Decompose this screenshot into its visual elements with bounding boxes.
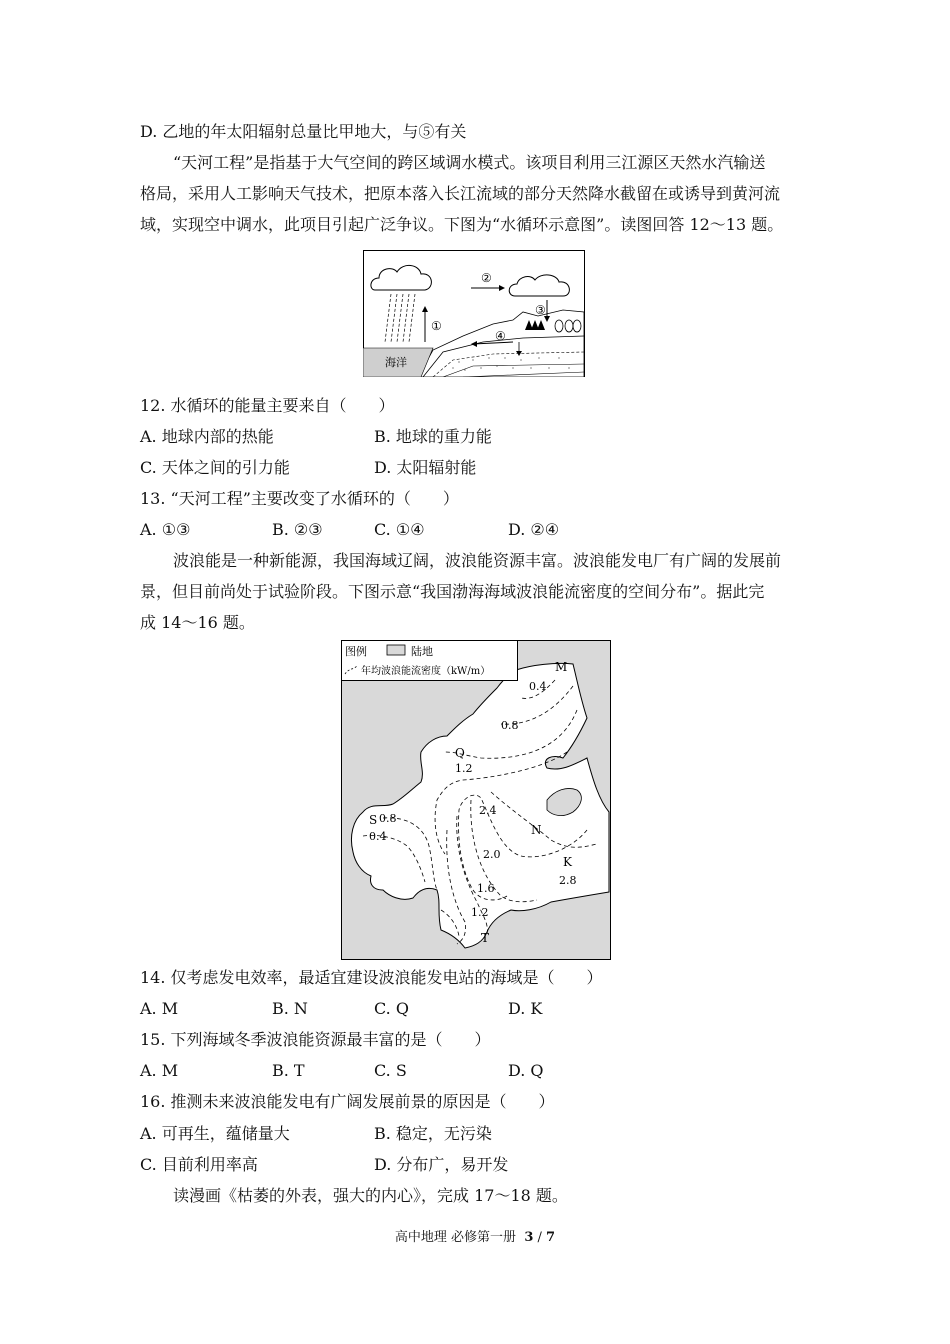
page-separator: / [537, 1230, 542, 1245]
page-current: 3 [524, 1230, 534, 1245]
footer-title: 高中地理 必修第一册 [394, 1230, 517, 1245]
marker-3: ③ [535, 303, 546, 317]
q16-option-c[interactable]: C. 目前利用率高 [140, 1155, 258, 1174]
q15-option-a[interactable]: A. M [140, 1061, 179, 1080]
water-cycle-diagram [363, 250, 585, 377]
marker-1: ① [431, 319, 442, 333]
isoline-value: 1.2 [455, 762, 473, 775]
isoline-value: 1.6 [477, 882, 495, 895]
page-total: 7 [546, 1230, 556, 1245]
q15-option-c[interactable]: C. S [374, 1061, 407, 1080]
isoline-value: 2.8 [559, 874, 577, 887]
legend-land: 陆地 [411, 645, 433, 658]
point-n: N [531, 823, 542, 837]
q16-option-a[interactable]: A. 可再生，蕴储量大 [140, 1124, 290, 1143]
paragraph-tianhe-line1: “天河工程”是指基于大气空间的跨区域调水模式。该项目利用三江源区天然水汽输送 [173, 153, 766, 172]
paragraph-wave-line3: 成 14～16 题。 [140, 613, 255, 632]
q12-option-b[interactable]: B. 地球的重力能 [374, 427, 492, 446]
point-s: S [369, 813, 378, 827]
q15-option-b[interactable]: B. T [272, 1061, 305, 1080]
bohai-wave-map [341, 640, 611, 960]
bohai-map-svg [341, 640, 611, 960]
q13-option-b[interactable]: B. ②③ [272, 520, 323, 539]
paragraph-tianhe-line2: 格局，采用人工影响天气技术，把原本落入长江流域的部分天然降水截留在或诱导到黄河流 [140, 184, 781, 203]
q13-option-a[interactable]: A. ①③ [140, 520, 191, 539]
legend-title: 图例 [345, 645, 367, 658]
q14-option-d[interactable]: D. K [508, 999, 543, 1018]
point-k: K [563, 855, 572, 869]
ocean-label: 海洋 [385, 356, 407, 369]
q16-option-b[interactable]: B. 稳定，无污染 [374, 1124, 492, 1143]
q12-option-a[interactable]: A. 地球内部的热能 [140, 427, 274, 446]
question-12: 12. 水循环的能量主要来自（ ） [140, 396, 395, 415]
question-15: 15. 下列海域冬季波浪能资源最丰富的是（ ） [140, 1030, 491, 1049]
point-q: Q [455, 746, 465, 760]
page-footer [0, 1230, 950, 1246]
question-16: 16. 推测未来波浪能发电有广阔发展前景的原因是（ ） [140, 1092, 555, 1111]
q13-option-d[interactable]: D. ②④ [508, 520, 560, 539]
q15-option-d[interactable]: D. Q [508, 1061, 544, 1080]
question-14: 14. 仅考虑发电效率，最适宜建设波浪能发电站的海域是（ ） [140, 968, 603, 987]
isoline-value: 1.2 [471, 906, 489, 919]
question-13: 13. “天河工程”主要改变了水循环的（ ） [140, 489, 459, 508]
marker-2: ② [481, 271, 492, 285]
point-t: T [481, 931, 490, 945]
paragraph-tianhe-line3: 域，实现空中调水，此项目引起广泛争议。下图为“水循环示意图”。读图回答 12～13 题。 [140, 215, 784, 234]
paragraph-wave-line2: 景，但目前尚处于试验阶段。下图示意“我国渤海海域波浪能流密度的空间分布”。据此完 [140, 582, 765, 601]
q14-option-b[interactable]: B. N [272, 999, 308, 1018]
q12-option-c[interactable]: C. 天体之间的引力能 [140, 458, 290, 477]
q14-option-c[interactable]: C. Q [374, 999, 409, 1018]
point-m: M [555, 660, 568, 674]
paragraph-comic: 读漫画《枯萎的外表，强大的内心》，完成 17～18 题。 [173, 1186, 568, 1205]
isoline-value: 2.4 [479, 804, 497, 817]
legend-isoline: 年均波浪能流密度（kW/m） [361, 666, 491, 677]
isoline-value: 0.8 [379, 812, 397, 825]
isoline-value: 0.4 [369, 830, 387, 843]
option-d-prev-question: D. 乙地的年太阳辐射总量比甲地大，与⑤有关 [140, 122, 467, 141]
q14-option-a[interactable]: A. M [140, 999, 179, 1018]
isoline-value: 0.8 [501, 719, 519, 732]
legend-land-swatch [387, 645, 405, 655]
q16-option-d[interactable]: D. 分布广，易开发 [374, 1155, 509, 1174]
isoline-value: 2.0 [483, 848, 501, 861]
paragraph-wave-line1: 波浪能是一种新能源，我国海域辽阔，波浪能资源丰富。波浪能发电厂有广阔的发展前 [173, 551, 782, 570]
marker-4: ④ [495, 329, 506, 343]
isoline-value: 0.4 [529, 680, 547, 693]
q13-option-c[interactable]: C. ①④ [374, 520, 425, 539]
water-cycle-figure [363, 250, 585, 377]
q12-option-d[interactable]: D. 太阳辐射能 [374, 458, 477, 477]
